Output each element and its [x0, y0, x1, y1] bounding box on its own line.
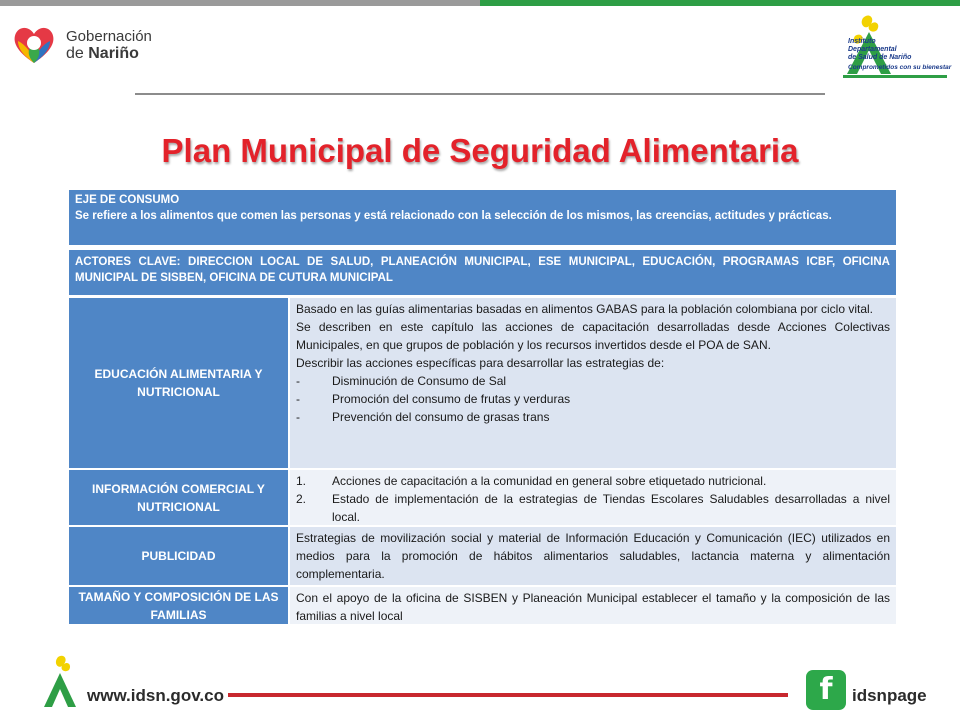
table-row-familias [69, 587, 896, 624]
idsn-name-line2: Departamental [848, 46, 897, 53]
footer-idsn-logo-icon [42, 655, 82, 710]
row-content-informacion [290, 470, 896, 525]
educacion-para1: Basado en las guías alimentarias basadas en alimentos GABAS para la población colombiana por ciclo vital. [296, 302, 873, 316]
list-item [296, 472, 890, 490]
educacion-para2: Se describen en este capítulo las acciones de capacitación desarrolladas desde Acciones Colectivas Municipales, en que grupos de población y los recursos invertidos desde el POA de SAN. [296, 320, 890, 352]
facebook-letter: f [819, 672, 833, 707]
gobernacion-line2-prefix: de [66, 45, 89, 62]
facebook-icon[interactable] [806, 670, 846, 710]
row-content-familias: Con el apoyo de la oficina de SISBEN y Planeación Municipal establecer el tamaño y la composición de las familias a nivel local [290, 587, 896, 624]
idsn-name-line1: Instituto [848, 38, 876, 45]
top-bar-green-segment [480, 0, 960, 6]
footer-red-bar [228, 693, 788, 697]
list-marker: - [296, 410, 300, 424]
top-bar-grey-segment [0, 0, 480, 6]
table-row-publicidad [69, 527, 896, 585]
row-content-educacion [290, 298, 896, 468]
list-item [296, 490, 890, 526]
top-accent-bar [0, 0, 960, 6]
eje-heading: EJE DE CONSUMO [75, 194, 180, 206]
gobernacion-logo [10, 22, 170, 68]
list-marker: - [296, 392, 300, 406]
list-item-text: Estado de implementación de la estrategias de Tiendas Escolares Saludables desarrolladas a nivel local. [332, 492, 890, 524]
list-marker: 1. [296, 474, 307, 488]
eje-description: Se refiere a los alimentos que comen las personas y está relacionado con la selección de los mismos, las creencias, actitudes y prácticas. [75, 210, 832, 222]
list-marker: 2. [296, 492, 307, 506]
list-item-text: Promoción del consumo de frutas y verduras [332, 392, 571, 406]
gobernacion-line2-bold: Nariño [88, 45, 139, 62]
list-item-text: Disminución de Consumo de Sal [332, 374, 507, 388]
row-label-publicidad: PUBLICIDAD [69, 527, 290, 585]
gobernacion-text [66, 28, 152, 62]
row-label-familias: TAMAÑO Y COMPOSICIÓN DE LAS FAMILIAS [69, 587, 290, 624]
row-content-publicidad: Estrategias de movilización social y material de Información Educación y Comunicación (IEC) utilizados en medios para la promoción de hábitos alimentarios saludables, lactancia materna y alimentación complementaria. [290, 527, 896, 585]
footer-website-link[interactable]: www.idsn.gov.co [87, 686, 224, 705]
header-divider [135, 93, 825, 95]
row-label-informacion: INFORMACIÓN COMERCIAL Y NUTRICIONAL [69, 470, 290, 525]
actores-clave-box: ACTORES CLAVE: DIRECCION LOCAL DE SALUD, PLANEACIÓN MUNICIPAL, ESE MUNICIPAL, EDUCACIÓN, PROGRAMAS ICBF, OFICINA MUNICIPAL DE SISBEN, OFICINA DE CUTURA MUNICIPAL [69, 250, 896, 295]
idsn-slogan: Comprometidos con su bienestar [848, 64, 952, 71]
page-title: Plan Municipal de Seguridad Alimentaria [161, 132, 799, 169]
list-item-text: Prevención del consumo de grasas trans [332, 410, 550, 424]
eje-consumo-box [69, 190, 896, 245]
list-item [296, 372, 890, 390]
row-label-educacion: EDUCACIÓN ALIMENTARIA Y NUTRICIONAL [69, 298, 290, 468]
list-item-text: Acciones de capacitación a la comunidad en general sobre etiquetado nutricional. [332, 474, 767, 488]
heart-logo-icon [10, 23, 58, 67]
list-item [296, 390, 890, 408]
list-item [296, 408, 890, 426]
gobernacion-line1: Gobernación [66, 28, 152, 45]
table-row-educacion [69, 298, 896, 468]
idsn-name-line3: de Salud de Nariño [848, 54, 912, 61]
list-marker: - [296, 374, 300, 388]
gobernacion-line2 [66, 45, 152, 62]
educacion-para3: Describir las acciones específicas para desarrollar las estrategias de: [296, 356, 665, 370]
idsn-name [848, 38, 958, 72]
footer-facebook-page[interactable]: idsnpage [852, 686, 927, 705]
table-row-informacion [69, 470, 896, 525]
